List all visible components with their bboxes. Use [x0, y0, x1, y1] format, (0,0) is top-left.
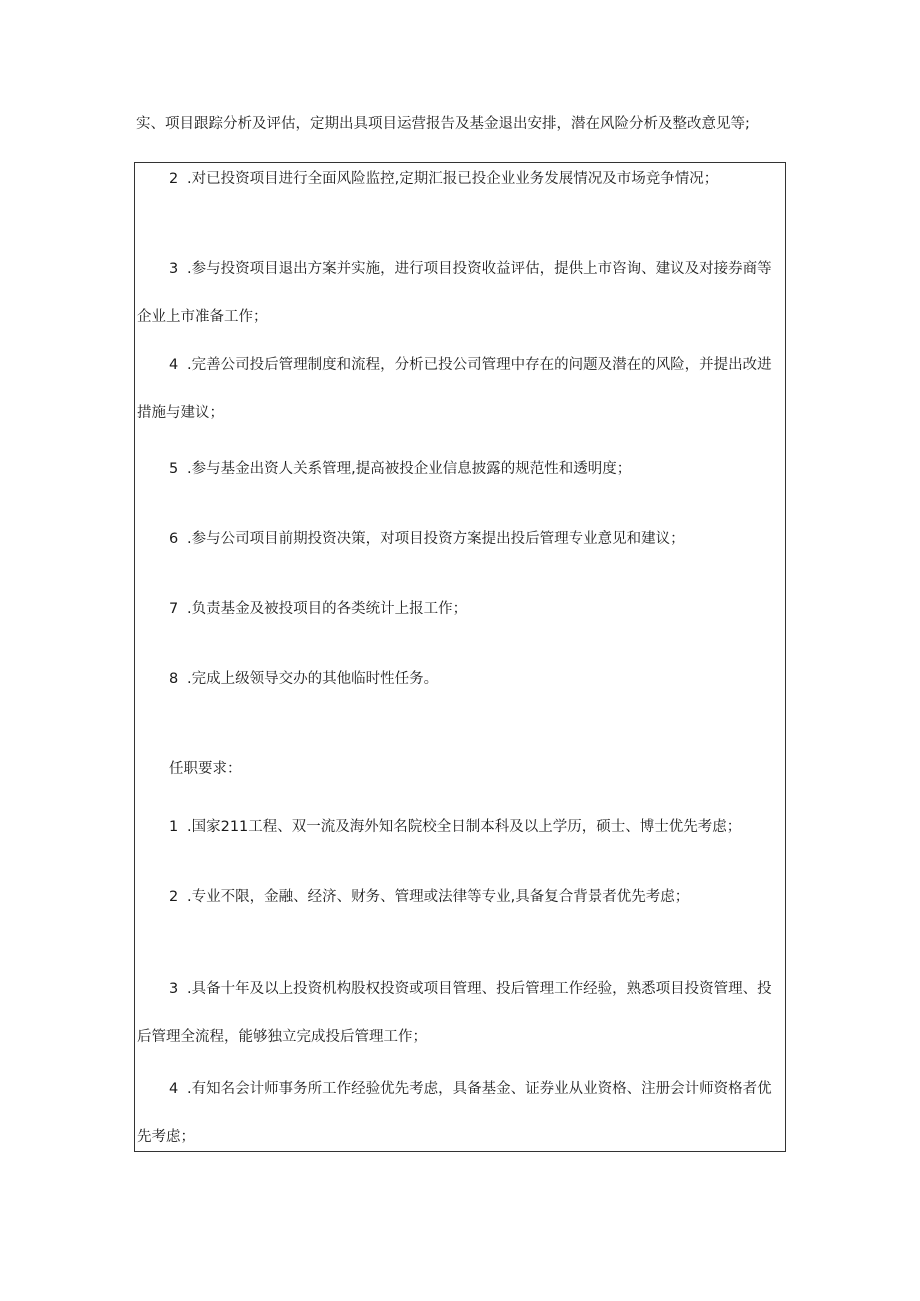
requirement-item-2 [169, 887, 689, 907]
duty-number: 4 [169, 357, 179, 373]
duty-text: .负责基金及被投项目的各类统计上报工作； [187, 601, 468, 617]
duty-item-4-continuation: 措施与建议； [137, 405, 224, 421]
duty-item-3 [169, 259, 772, 279]
requirements-heading: 任职要求： [169, 761, 242, 777]
duty-text: .参与基金出资人关系管理,提高被投企业信息披露的规范性和透明度； [187, 461, 632, 477]
duty-text: .参与公司项目前期投资决策，对项目投资方案提出投后管理专业意见和建议； [187, 531, 685, 547]
requirement-item-3 [169, 979, 772, 999]
requirement-text: .具备十年及以上投资机构股权投资或项目管理、投后管理工作经验，熟悉项目投资管理、投 [187, 981, 772, 997]
duty-item-6 [169, 529, 685, 549]
duty-text: .对已投资项目进行全面风险监控,定期汇报已投企业业务发展情况及市场竞争情况； [187, 171, 719, 187]
requirement-number: 2 [169, 889, 179, 905]
requirement-item-1 [169, 817, 741, 837]
requirement-text: .专业不限，金融、经济、财务、管理或法律等专业,具备复合背景者优先考虑； [187, 889, 690, 905]
duty-text: .参与投资项目退出方案并实施，进行项目投资收益评估，提供上市咨询、建议及对接券商等 [187, 261, 772, 277]
requirement-item-4 [169, 1079, 772, 1099]
duty-number: 3 [169, 261, 179, 277]
requirement-text: .有知名会计师事务所工作经验优先考虑，具备基金、证券业从业资格、注册会计师资格者优 [187, 1081, 772, 1097]
duty-item-8 [169, 669, 438, 689]
requirement-item-4-continuation: 先考虑； [137, 1129, 195, 1145]
requirement-number: 3 [169, 981, 179, 997]
duty-number: 6 [169, 531, 179, 547]
duty-item-2 [169, 169, 718, 189]
duty-item-5 [169, 459, 631, 479]
duty-number: 2 [169, 171, 179, 187]
duty-text: .完善公司投后管理制度和流程，分析已投公司管理中存在的问题及潜在的风险，并提出改进 [187, 357, 772, 373]
duty-number: 8 [169, 671, 179, 687]
duty-text: .完成上级领导交办的其他临时性任务。 [187, 671, 439, 687]
requirement-text: .国家211工程、双一流及海外知名院校全日制本科及以上学历，硕士、博士优先考虑； [187, 819, 742, 835]
requirement-number: 1 [169, 819, 179, 835]
duty-item-4 [169, 355, 772, 375]
requirement-number: 4 [169, 1081, 179, 1097]
content-box [134, 162, 786, 1152]
duty-number: 7 [169, 601, 179, 617]
duty-number: 5 [169, 461, 179, 477]
duty-item-3-continuation: 企业上市准备工作； [137, 309, 268, 325]
requirement-item-3-continuation: 后管理全流程，能够独立完成投后管理工作； [137, 1029, 427, 1045]
top-continuation-text: 实、项目跟踪分析及评估，定期出具项目运营报告及基金退出安排，潜在风险分析及整改意见等; [136, 116, 750, 132]
duty-item-7 [169, 599, 467, 619]
